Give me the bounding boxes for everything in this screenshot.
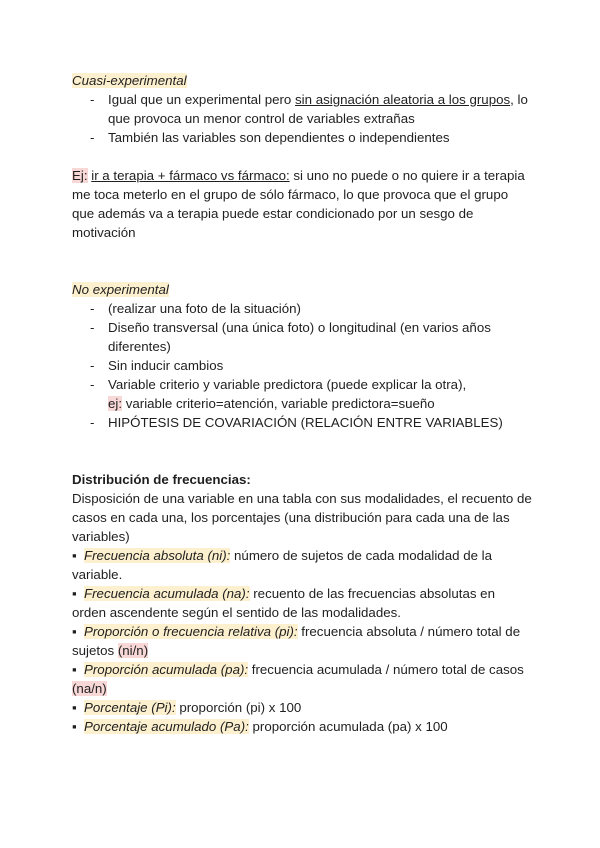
square-bullet-icon: ▪ bbox=[72, 719, 77, 734]
term: Porcentaje acumulado (Pa): bbox=[84, 719, 249, 734]
term: Proporción o frecuencia relativa (pi): bbox=[84, 624, 298, 639]
list-item: ▪ Frecuencia acumulada (na): recuento de las frecuencias absolutas en orden ascendente según el sentido de las modalidades. bbox=[72, 586, 495, 620]
no-experimental-list bbox=[72, 299, 532, 432]
example-paragraph: Ej: ir a terapia + fármaco vs fármaco: si uno no puede o no quiere ir a terapia me toca meterlo en el grupo de sólo fármaco, lo que provoca que el grupo que además va a terapia puede estar condicionado por un sesgo de motivación bbox=[72, 168, 525, 240]
example-label: ej: bbox=[108, 396, 123, 411]
list-item: - También las variables son dependientes o independientes bbox=[72, 128, 532, 147]
term: Frecuencia acumulada (na): bbox=[84, 586, 250, 601]
list-item: ▪ Proporción acumulada (pa): frecuencia acumulada / número total de casos (na/n) bbox=[72, 662, 524, 696]
square-bullet-icon: ▪ bbox=[72, 586, 77, 601]
list-item: - Variable criterio y variable predictora (puede explicar la otra), ej: variable criterio=atención, variable predictora=sueño bbox=[72, 375, 532, 413]
square-bullet-icon: ▪ bbox=[72, 662, 77, 677]
underlined-phrase: ir a terapia + fármaco vs fármaco: bbox=[91, 168, 290, 183]
term: Proporción acumulada (pa): bbox=[84, 662, 249, 677]
section-title-distribucion: Distribución de frecuencias: bbox=[72, 472, 251, 487]
list-item: ▪ Porcentaje acumulado (Pa): proporción acumulada (pa) x 100 bbox=[72, 719, 448, 734]
section-title-cuasi: Cuasi-experimental bbox=[72, 73, 187, 88]
section-title-no-experimental: No experimental bbox=[72, 282, 169, 297]
underlined-phrase: sin asignación aleatoria a los grupos bbox=[295, 92, 511, 107]
list-item: ▪ Porcentaje (Pi): proporción (pi) x 100 bbox=[72, 700, 302, 715]
list-item: - Sin inducir cambios bbox=[72, 356, 532, 375]
term: Porcentaje (Pi): bbox=[84, 700, 176, 715]
list-item: ▪ Proporción o frecuencia relativa (pi): frecuencia absoluta / número total de sujetos (ni/n) bbox=[72, 624, 521, 658]
list-item: - HIPÓTESIS DE COVARIACIÓN (RELACIÓN ENTRE VARIABLES) bbox=[72, 413, 532, 432]
list-item: - (realizar una foto de la situación) bbox=[72, 299, 532, 318]
cuasi-list bbox=[72, 90, 532, 147]
distribucion-intro: Disposición de una variable en una tabla con sus modalidades, el recuento de casos en cada una, los porcentajes (una distribución para cada una de las variables) bbox=[72, 491, 532, 544]
square-bullet-icon: ▪ bbox=[72, 548, 77, 563]
square-bullet-icon: ▪ bbox=[72, 700, 77, 715]
document-content bbox=[72, 71, 532, 736]
list-item: - Igual que un experimental pero sin asignación aleatoria a los grupos, lo que provoca un menor control de variables extrañas bbox=[72, 90, 532, 128]
list-item: - Diseño transversal (una única foto) o longitudinal (en varios años diferentes) bbox=[72, 318, 532, 356]
list-item: ▪ Frecuencia absoluta (ni): número de sujetos de cada modalidad de la variable. bbox=[72, 548, 493, 582]
formula: (na/n) bbox=[72, 681, 107, 696]
example-label: Ej: bbox=[72, 168, 88, 183]
square-bullet-icon: ▪ bbox=[72, 624, 77, 639]
formula: (ni/n) bbox=[117, 643, 149, 658]
term: Frecuencia absoluta (ni): bbox=[84, 548, 231, 563]
